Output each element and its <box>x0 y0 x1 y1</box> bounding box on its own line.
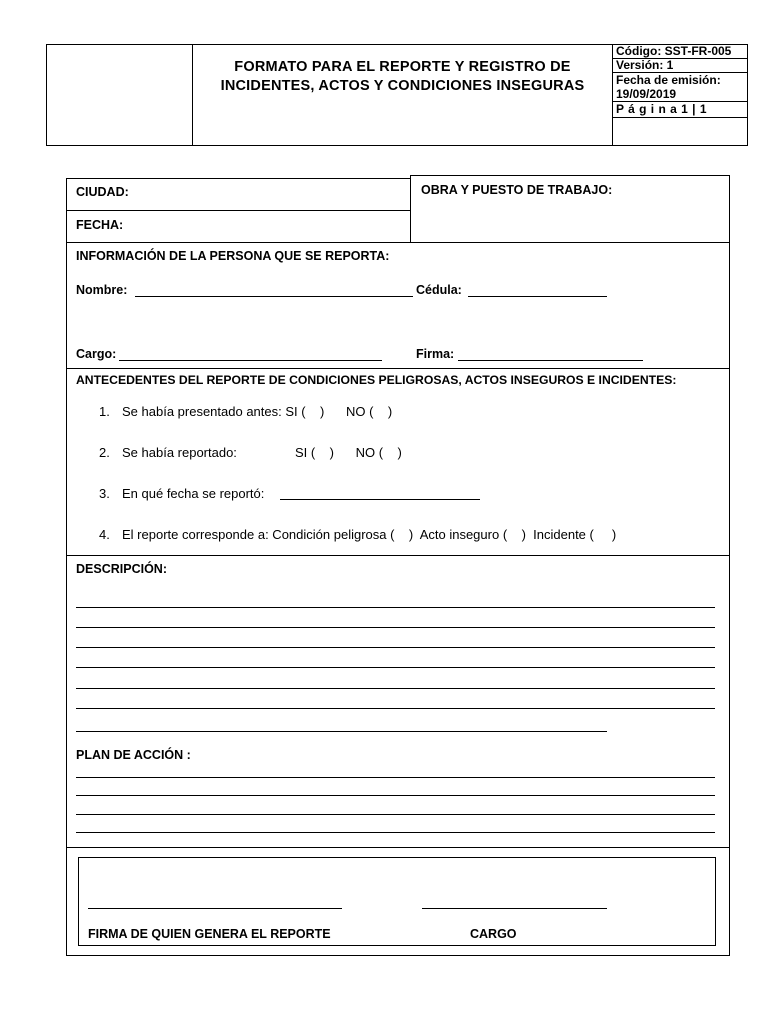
role-field[interactable] <box>119 360 382 361</box>
description-title: DESCRIPCIÓN: <box>76 562 167 576</box>
description-line[interactable] <box>76 627 715 628</box>
document-title-line-1: FORMATO PARA EL REPORTE Y REGISTRO DE <box>234 59 571 75</box>
description-line[interactable] <box>76 647 715 648</box>
question-3-number: 3. <box>99 486 110 501</box>
question-2-text: Se había reportado: <box>122 445 237 460</box>
action-plan-line[interactable] <box>76 795 715 796</box>
question-3-text: En qué fecha se reportó: <box>122 486 265 501</box>
description-line[interactable] <box>76 667 715 668</box>
document-title-line-2: INCIDENTES, ACTOS Y CONDICIONES INSEGURAS <box>220 78 585 94</box>
background-section-title: ANTECEDENTES DEL REPORTE DE CONDICIONES PELIGROSAS, ACTOS INSEGUROS E INCIDENTES: <box>76 373 677 387</box>
action-plan-title: PLAN DE ACCIÓN : <box>76 748 191 762</box>
description-line[interactable] <box>76 607 715 608</box>
signature-label: Firma: <box>416 347 455 361</box>
description-line[interactable] <box>76 708 715 709</box>
name-label: Nombre: <box>76 283 128 297</box>
id-field[interactable] <box>468 296 607 297</box>
description-line[interactable] <box>76 731 607 732</box>
person-section-title: INFORMACIÓN DE LA PERSONA QUE SE REPORTA: <box>76 249 390 263</box>
logo-cell <box>46 44 193 146</box>
id-label: Cédula: <box>416 283 462 297</box>
page-number: P á g i n a 1 | 1 <box>616 102 708 116</box>
role-label: Cargo: <box>76 347 117 361</box>
question-4-number: 4. <box>99 527 110 542</box>
city-label: CIUDAD: <box>76 185 129 199</box>
site-label: OBRA Y PUESTO DE TRABAJO: <box>421 183 613 197</box>
description-line[interactable] <box>76 688 715 689</box>
question-1-number: 1. <box>99 404 110 419</box>
question-2-number: 2. <box>99 445 110 460</box>
question-2-options: SI ( ) NO ( ) <box>295 445 402 460</box>
action-plan-line[interactable] <box>76 814 715 815</box>
document-version: Versión: 1 <box>616 58 674 72</box>
meta-divider-4 <box>612 117 748 118</box>
name-field[interactable] <box>135 296 413 297</box>
reporter-role-label: CARGO <box>470 927 517 941</box>
reporter-signature-field[interactable] <box>88 908 342 909</box>
document-code: Código: SST-FR-005 <box>616 44 732 58</box>
signature-field[interactable] <box>458 360 643 361</box>
report-date-field[interactable] <box>280 499 480 500</box>
issue-date-value: 19/09/2019 <box>616 87 677 101</box>
question-4-text: El reporte corresponde a: Condición peligrosa ( ) Acto inseguro ( ) Incidente ( ) <box>122 527 617 542</box>
date-label: FECHA: <box>76 218 124 232</box>
action-plan-line[interactable] <box>76 832 715 833</box>
document-title <box>195 58 610 96</box>
reporter-role-field[interactable] <box>422 908 607 909</box>
signature-divider <box>66 847 730 848</box>
action-plan-line[interactable] <box>76 777 715 778</box>
reporter-signature-label: FIRMA DE QUIEN GENERA EL REPORTE <box>88 927 331 941</box>
question-1-text: Se había presentado antes: SI ( ) NO ( ) <box>122 404 393 419</box>
issue-date-label: Fecha de emisión: <box>616 73 721 87</box>
